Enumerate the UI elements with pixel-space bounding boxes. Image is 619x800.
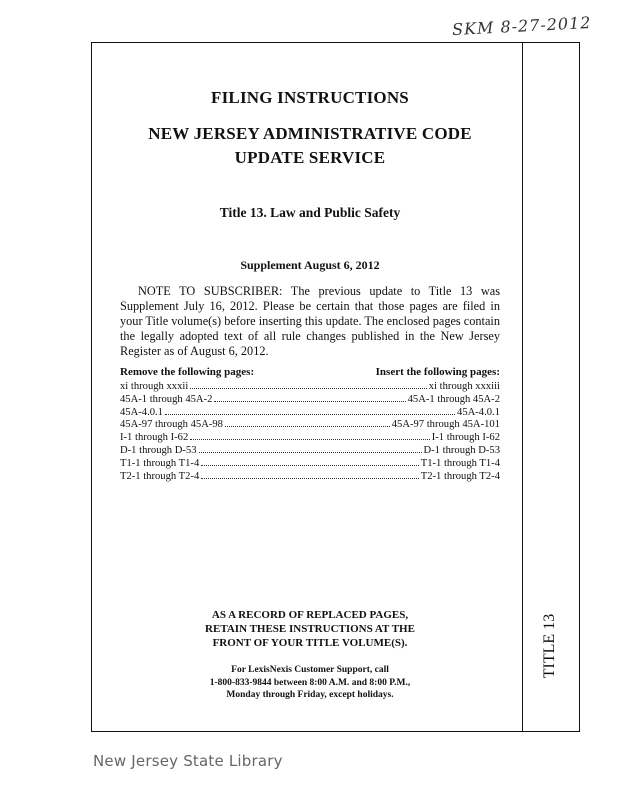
remove-pages: D-1 through D-53 (120, 444, 197, 456)
supplement-date: Supplement August 6, 2012 (240, 258, 380, 272)
remove-pages: I-1 through I-62 (120, 432, 189, 444)
spine-tab (543, 606, 557, 686)
leader-dots (199, 444, 422, 453)
leader-dots (225, 418, 390, 427)
support-line: Monday through Friday, except holidays. (226, 690, 394, 700)
table-row (120, 444, 500, 457)
insert-header: Insert the following pages: (375, 366, 500, 378)
table-row (120, 406, 500, 419)
title-subject: Title 13. Law and Public Safety (219, 205, 401, 220)
leader-dots (165, 406, 455, 415)
spine-divider (522, 42, 523, 732)
record-line: AS A RECORD OF REPLACED PAGES, (211, 609, 409, 621)
customer-support (120, 664, 500, 702)
service-title: UPDATE SERVICE (234, 148, 386, 167)
record-notice (120, 608, 500, 650)
remove-pages: xi through xxxii (120, 381, 189, 392)
insert-pages: 45A-97 through 45A-101 (391, 419, 500, 431)
leader-dots (190, 380, 427, 389)
table-row (120, 470, 500, 483)
leader-dots (201, 470, 419, 479)
leader-dots (214, 393, 405, 402)
pages-table (120, 380, 500, 482)
remove-pages: 45A-1 through 45A-2 (120, 393, 213, 405)
remove-pages: T1-1 through T1-4 (120, 457, 200, 469)
table-row (120, 380, 500, 393)
insert-pages: T2-1 through T2-4 (420, 470, 500, 482)
insert-pages: T1-1 through T1-4 (420, 457, 500, 469)
table-row (120, 431, 500, 444)
pages-table-header (120, 366, 500, 378)
record-line: RETAIN THESE INSTRUCTIONS AT THE (205, 623, 415, 635)
table-row (120, 418, 500, 431)
spine-label: TITLE 13 (541, 613, 558, 679)
insert-pages: D-1 through D-53 (423, 444, 500, 456)
insert-pages: 45A-4.0.1 (457, 406, 500, 418)
table-row (120, 393, 500, 406)
support-line: 1-800-833-9844 between 8:00 A.M. and 8:00 P.M., (209, 677, 411, 688)
insert-pages: 45A-1 through 45A-2 (407, 393, 500, 405)
document-title: FILING INSTRUCTIONS (211, 88, 409, 107)
subscriber-note: NOTE TO SUBSCRIBER: The previous update to Title 13 was Supplement July 16, 2012. Please be certain that those pages are filed in your Title volume(s) before inserting this update. The enclosed pages contain the legally adopted text of all rule changes published in the New Jersey Register as of August 6, 2012. (120, 284, 500, 358)
handwritten-note: SKM 8-27-2012 (451, 12, 592, 40)
insert-pages: xi through xxxiii (428, 381, 500, 392)
table-row (120, 457, 500, 470)
insert-pages: I-1 through I-62 (431, 432, 500, 444)
remove-pages: 45A-4.0.1 (120, 406, 163, 418)
code-title: NEW JERSEY ADMINISTRATIVE CODE (148, 124, 472, 143)
record-line: FRONT OF YOUR TITLE VOLUME(S). (212, 637, 408, 649)
leader-dots (190, 431, 429, 440)
library-stamp: New Jersey State Library (93, 752, 283, 770)
remove-header: Remove the following pages: (120, 366, 255, 378)
leader-dots (201, 457, 419, 466)
support-line: For LexisNexis Customer Support, call (231, 665, 389, 675)
remove-pages: 45A-97 through 45A-98 (120, 419, 223, 431)
remove-pages: T2-1 through T2-4 (120, 470, 200, 482)
